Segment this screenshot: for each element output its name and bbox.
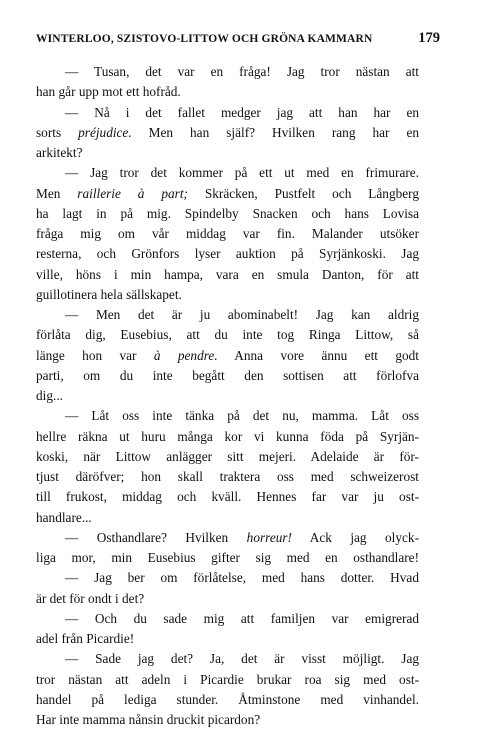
text-segment: länge hon var xyxy=(36,347,154,363)
text-segment: handlare... xyxy=(36,509,92,525)
text-segment: — Sade jag det? Ja, det är visst möjligt. Jag xyxy=(65,651,419,667)
text-line xyxy=(36,710,419,730)
text-line xyxy=(36,629,419,649)
text-line xyxy=(36,427,419,447)
text-line xyxy=(36,305,419,325)
text-segment: tror nästan att adeln i Picardie brukar roa sig med ost- xyxy=(36,671,419,687)
text-segment: — Osthandlare? Hvilken xyxy=(65,529,247,545)
text-line xyxy=(36,568,419,588)
running-head: WINTERLOO, SZISTOVO-LITTOW OCH GRÖNA KAMMARN xyxy=(36,33,373,45)
text-segment: arkitekt? xyxy=(36,145,83,160)
italic-text: à pendre. xyxy=(153,347,218,363)
text-line xyxy=(36,346,419,366)
text-segment: fråga mig om vår middag var fin. Malander utsöker xyxy=(36,226,419,241)
text-line xyxy=(36,508,419,528)
text-line xyxy=(36,265,419,285)
page-header xyxy=(36,30,440,47)
text-line xyxy=(36,224,419,244)
text-segment: förlåta dig, Eusebius, att du inte tog Ringa Littow, så xyxy=(36,327,419,343)
text-line xyxy=(36,103,419,123)
text-segment: ha lagt in på mig. Spindelby Snacken och hans Lovisa xyxy=(36,205,419,221)
text-line xyxy=(36,467,419,487)
text-segment: — Jag ber om förlåtelse, med hans dotter. Hvad xyxy=(65,570,419,586)
text-segment: — Tusan, det var en fråga! Jag tror nästan att xyxy=(65,64,419,79)
text-segment: — Jag tror det kommer på ett ut med en frimurare. xyxy=(65,165,419,181)
text-line xyxy=(36,325,419,345)
text-line xyxy=(36,447,419,467)
text-segment: Skräcken, Pustfelt och Långberg xyxy=(187,185,419,201)
text-line xyxy=(36,548,419,568)
italic-text: préjudice. xyxy=(78,124,132,140)
text-segment: Ack jag olyck- xyxy=(291,529,419,545)
page-number: 179 xyxy=(418,30,440,46)
text-segment: liga mor, min Eusebius gifter sig med en osthandlare! xyxy=(36,550,419,565)
text-segment: resterna, och Grönfors lyser auktion på Syrjänkoski. Jag xyxy=(36,246,419,262)
text-line xyxy=(36,386,419,406)
text-line xyxy=(36,670,419,690)
text-segment: Har inte mamma nånsin druckit picardon? xyxy=(36,712,261,727)
text-segment: ville, höns i min hampa, vara en smula Danton, för att xyxy=(36,266,419,282)
text-segment: Men xyxy=(36,185,78,201)
text-segment: adel från Picardie! xyxy=(36,631,135,646)
body-text xyxy=(36,62,419,730)
text-segment: parti, om du inte begått den sottisen att förlofva xyxy=(36,367,419,383)
text-line xyxy=(36,163,419,183)
text-segment: guillotinera hela sällskapet. xyxy=(36,286,182,302)
text-segment: till frukost, middag och kväll. Hennes far var ju ost- xyxy=(36,489,419,505)
text-segment: är det för ondt i det? xyxy=(36,590,145,606)
text-segment: dig... xyxy=(36,388,63,403)
italic-text: horreur! xyxy=(246,529,292,545)
text-line xyxy=(36,690,419,710)
text-segment: koski, när Littow anlägger sitt mejeri. Adelaide är för- xyxy=(36,448,419,464)
text-line xyxy=(36,244,419,264)
text-line xyxy=(36,285,419,305)
text-segment: — Låt oss inte tänka på det nu, mamma. Låt oss xyxy=(65,408,419,424)
text-segment: han går upp mot ett hofråd. xyxy=(36,84,181,100)
text-segment: — Nå i det fallet medger jag att han har en xyxy=(65,104,419,120)
text-line xyxy=(36,366,419,386)
text-line xyxy=(36,609,419,629)
text-segment: Anna vore ännu ett godt xyxy=(217,347,419,363)
text-segment: Men han själf? Hvilken rang har en xyxy=(131,124,419,140)
text-line xyxy=(36,406,419,426)
text-line xyxy=(36,123,419,143)
text-line xyxy=(36,143,419,163)
text-segment: tjust däröfver; hon skall traktera oss med schweizerost xyxy=(36,469,419,484)
text-line xyxy=(36,204,419,224)
text-segment: — Och du sade mig att familjen var emigrerad xyxy=(65,610,419,626)
text-line xyxy=(36,487,419,507)
text-line xyxy=(36,649,419,669)
text-line xyxy=(36,528,419,548)
text-line xyxy=(36,82,419,102)
text-segment: sorts xyxy=(36,124,79,140)
text-segment: — Men det är ju abominabelt! Jag kan aldrig xyxy=(65,307,419,322)
text-segment: handel på lediga stunder. Åtminstone med vinhandel. xyxy=(36,691,419,707)
text-line xyxy=(36,62,419,82)
text-line xyxy=(36,589,419,609)
italic-text: raillerie à part; xyxy=(77,185,188,201)
text-line xyxy=(36,184,419,204)
text-segment: hellre räkna ut huru många kor vi kunna föda på Syrjän- xyxy=(36,428,419,444)
